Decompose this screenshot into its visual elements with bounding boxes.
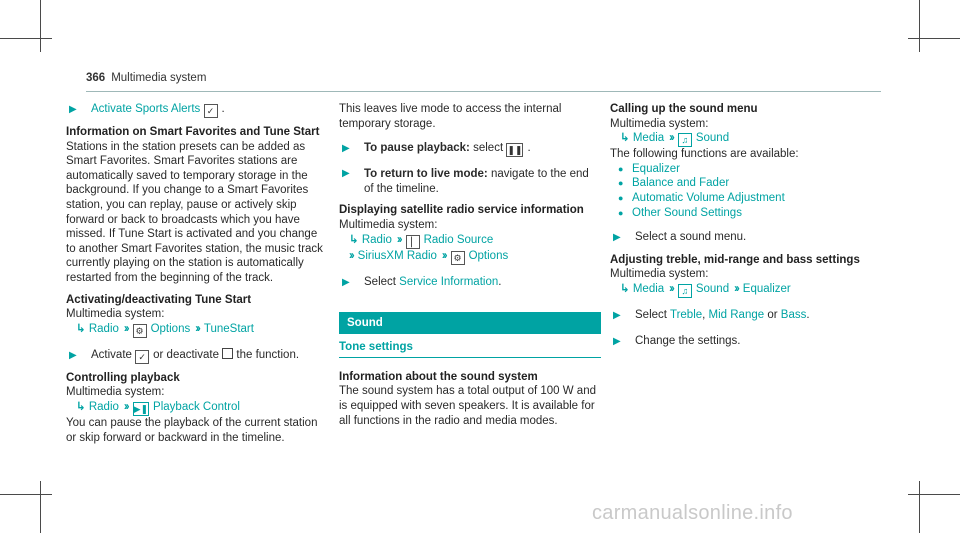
list-item: ● Automatic Volume Adjustment [610, 191, 880, 206]
chevron-right-icon: ›› [734, 282, 738, 295]
adjust-path [610, 282, 880, 298]
list-item: ● Balance and Fader [610, 176, 880, 191]
adjust-mm-label: Multimedia system: [610, 268, 709, 281]
service-step: ▶ Select Service Information. [339, 275, 601, 291]
playback-mm-label: Multimedia system: [66, 386, 165, 399]
functions-intro: The following functions are available: [610, 148, 799, 161]
playback-path [66, 400, 328, 416]
tunestart-path [66, 322, 328, 338]
crop-mark [908, 494, 960, 495]
step-arrow-icon: ▶ [69, 104, 77, 115]
crop-mark [919, 0, 920, 52]
step-arrow-icon: ▶ [342, 168, 350, 180]
playback-paragraph: You can pause the playback of the current station or skip forward or backward in the timeline. [66, 416, 318, 444]
step-arrow-icon: ▶ [613, 335, 621, 347]
sound-info-paragraph: The sound system has a total output of 100 W and is equipped with seven speakers. It is available for all functions in the radio and media modes. [339, 385, 596, 427]
service-info-link[interactable]: Service Information [399, 275, 499, 288]
path-sound[interactable]: Sound [695, 132, 730, 145]
radio-source-icon: ⎜ [406, 235, 420, 249]
chevron-right-icon: ›› [669, 282, 673, 295]
step-arrow-icon: ▶ [613, 232, 621, 244]
step-arrow-icon: ▶ [69, 349, 77, 361]
gear-icon: ⚙ [451, 251, 465, 265]
pause-icon: ❚❚ [507, 145, 523, 156]
gear-icon: ⚙ [133, 324, 147, 338]
select-band-step: ▶ Select Treble, Mid Range or Bass. [610, 308, 880, 324]
chevron-right-icon: ›› [195, 322, 199, 335]
crop-mark [0, 494, 52, 495]
functions-list [610, 162, 880, 220]
path-equalizer[interactable]: Equalizer [742, 282, 791, 295]
page-header [86, 72, 206, 84]
bass-link[interactable]: Bass [780, 308, 807, 321]
sat-heading: Displaying satellite radio service information [339, 204, 584, 217]
info-paragraph: Stations in the station presets can be added as Smart Favorites. Smart Favorites stations are automatically saved to temporary storage in the background. If you change to a Smart Favorites station, you can replay, pause or actively skip forward or back to broadcasts which you have missed. If Tune Start is activated and you change to another Smart Favorites station, the music track currently playing on the station is automatically restarted from the beginning of the track. [66, 140, 323, 284]
chevron-right-icon: ›› [123, 400, 128, 413]
path-media[interactable]: Media [632, 132, 665, 145]
activate-alerts-step: ▶ Activate Sports Alerts ✓ . [66, 102, 328, 118]
path-arrow-icon: ↳ [349, 233, 359, 246]
step-arrow-icon: ▶ [342, 143, 350, 155]
call-heading: Calling up the sound menu [610, 103, 758, 115]
path-radio[interactable]: Radio [361, 233, 392, 246]
path-radio-source[interactable]: Radio Source [423, 233, 494, 246]
path-arrow-icon: ↳ [620, 132, 630, 145]
crop-mark [0, 38, 52, 39]
path-arrow-icon: ↳ [76, 400, 86, 413]
list-item: ● Other Sound Settings [610, 206, 880, 221]
chevron-right-icon: ›› [441, 249, 446, 262]
tunestart-mm-label: Multimedia system: [66, 308, 165, 321]
watermark: carmanualsonline.info [592, 502, 793, 524]
crop-mark [908, 38, 960, 39]
crop-mark [40, 0, 41, 52]
chevron-right-icon: ›› [396, 233, 401, 246]
path-radio[interactable]: Radio [88, 400, 119, 413]
column-middle [339, 102, 601, 428]
column-left [66, 102, 328, 445]
bullet-icon: ● [618, 207, 624, 218]
tunestart-step: ▶ Activate ✓ or deactivate the function. [66, 348, 328, 364]
section-title: Multimedia system [111, 72, 207, 84]
tunestart-heading: Activating/deactivating Tune Start [66, 293, 252, 306]
treble-link[interactable]: Treble [669, 308, 703, 321]
sat-path-2 [339, 249, 601, 265]
path-radio[interactable]: Radio [88, 322, 119, 335]
call-mm-label: Multimedia system: [610, 117, 709, 130]
header-divider [86, 91, 881, 92]
pause-step: ▶ To pause playback: select ❚❚ . [339, 141, 601, 157]
live-paragraph: This leaves live mode to access the internal temporary storage. [339, 103, 562, 130]
change-settings-step: ▶ Change the settings. [610, 334, 880, 350]
sat-mm-label: Multimedia system: [339, 218, 438, 231]
bullet-icon: ● [618, 178, 624, 189]
tone-settings-subheading: Tone settings [339, 340, 601, 358]
path-tunestart[interactable]: TuneStart [203, 322, 254, 335]
adjust-heading: Adjusting treble, mid-range and bass settings [610, 253, 860, 266]
checkbox-checked-icon: ✓ [204, 104, 218, 118]
info-heading: Information on Smart Favorites and Tune Start [66, 126, 320, 138]
playback-heading: Controlling playback [66, 371, 180, 384]
activate-alerts-link[interactable]: Activate Sports Alerts [91, 103, 201, 115]
path-sound[interactable]: Sound [695, 282, 730, 295]
chevron-right-icon: ›› [349, 249, 353, 262]
path-arrow-icon: ↳ [620, 282, 630, 295]
mid-range-link[interactable]: Mid Range [708, 308, 765, 321]
chevron-right-icon: ›› [123, 322, 128, 335]
path-options[interactable]: Options [468, 249, 509, 262]
select-menu-step: ▶ Select a sound menu. [610, 230, 880, 246]
music-note-icon: ♫ [678, 133, 692, 147]
sound-info-heading: Information about the sound system [339, 370, 538, 383]
bullet-icon: ● [618, 192, 624, 203]
path-arrow-icon: ↳ [76, 322, 86, 335]
play-pause-icon: ▶❚ [133, 403, 149, 414]
crop-mark [919, 481, 920, 533]
crop-mark [40, 481, 41, 533]
chevron-right-icon: ›› [669, 132, 673, 145]
bullet-icon: ● [618, 163, 624, 174]
checkbox-checked-icon: ✓ [135, 350, 149, 364]
path-options[interactable]: Options [150, 322, 191, 335]
call-path [610, 131, 880, 147]
music-note-icon: ♫ [678, 284, 692, 298]
path-media[interactable]: Media [632, 282, 665, 295]
step-arrow-icon: ▶ [342, 276, 350, 288]
path-playback-control[interactable]: Playback Control [153, 400, 240, 413]
checkbox-empty-icon [222, 348, 233, 359]
page-number: 366 [86, 72, 106, 84]
path-siriusxm[interactable]: SiriusXM Radio [357, 249, 437, 262]
return-step: ▶ To return to live mode: navigate to the end of the timeline. [339, 167, 601, 196]
step-arrow-icon: ▶ [613, 309, 621, 321]
column-right [610, 102, 880, 349]
sound-section-banner: Sound [339, 312, 601, 334]
sat-path-1 [339, 233, 601, 249]
list-item: ● Equalizer [610, 162, 880, 177]
